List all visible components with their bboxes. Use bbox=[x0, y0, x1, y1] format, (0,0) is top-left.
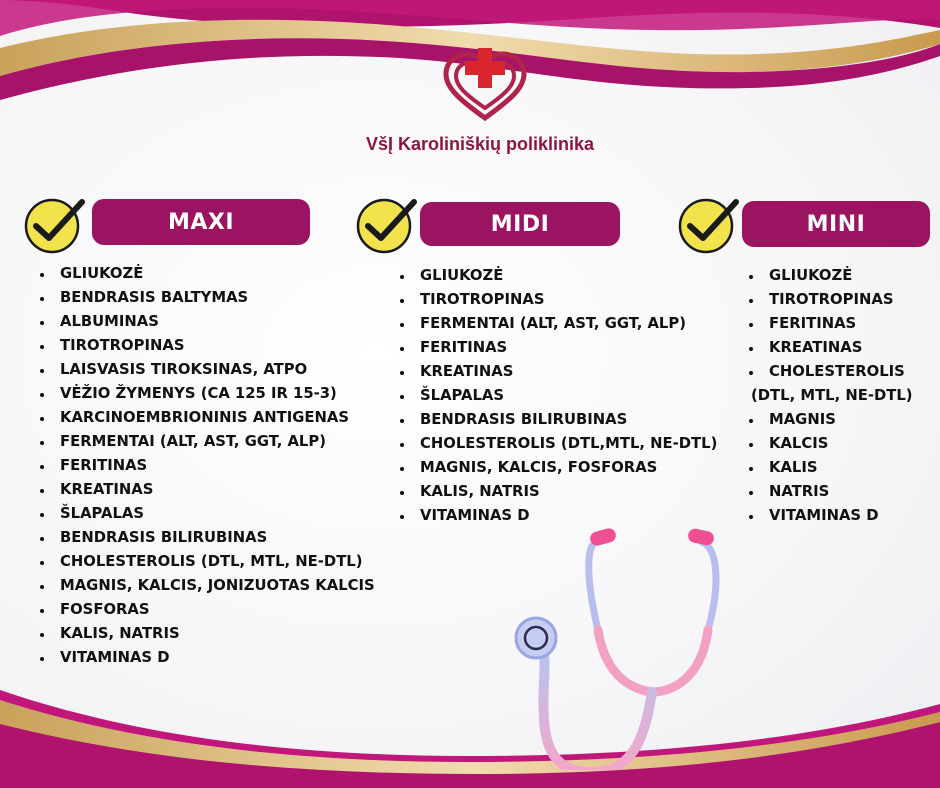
checkmark-circle-icon bbox=[676, 196, 742, 254]
package-list-maxi bbox=[32, 262, 375, 670]
list-item: • FOSFORAS bbox=[54, 598, 375, 622]
checkmark-circle-icon bbox=[354, 196, 420, 254]
list-item: • FERITINAS bbox=[763, 312, 913, 336]
list-item: • NATRIS bbox=[763, 480, 913, 504]
list-item: • TIROTROPINAS bbox=[763, 288, 913, 312]
list-item: • FERMENTAI (ALT, AST, GGT, ALP) bbox=[414, 312, 717, 336]
list-item: • LAISVASIS TIROKSINAS, ATPO bbox=[54, 358, 375, 382]
list-item: • VĖŽIO ŽYMENYS (CA 125 IR 15-3) bbox=[54, 382, 375, 406]
list-item: • ŠLAPALAS bbox=[54, 502, 375, 526]
list-item: • ŠLAPALAS bbox=[414, 384, 717, 408]
list-item: (DTL, MTL, NE-DTL) bbox=[751, 387, 913, 404]
list-item: • KALIS, NATRIS bbox=[54, 622, 375, 646]
checkmark-circle-icon bbox=[22, 196, 88, 254]
list-item: • FERITINAS bbox=[54, 454, 375, 478]
list-item: • KALCIS bbox=[763, 432, 913, 456]
list-item: • VITAMINAS D bbox=[54, 646, 375, 670]
package-list-mini bbox=[741, 264, 913, 528]
list-item: • VITAMINAS D bbox=[414, 504, 717, 528]
list-item: • MAGNIS, KALCIS, FOSFORAS bbox=[414, 456, 717, 480]
list-item: • GLIUKOZĖ bbox=[54, 262, 375, 286]
list-item: • FERMENTAI (ALT, AST, GGT, ALP) bbox=[54, 430, 375, 454]
list-item: • BENDRASIS BILIRUBINAS bbox=[414, 408, 717, 432]
list-item: • KREATINAS bbox=[414, 360, 717, 384]
list-item: • TIROTROPINAS bbox=[54, 334, 375, 358]
list-item: • CHOLESTEROLIS bbox=[763, 360, 913, 384]
list-item: • MAGNIS, KALCIS, JONIZUOTAS KALCIS bbox=[54, 574, 375, 598]
package-title-midi: MIDI bbox=[420, 202, 620, 246]
list-item: • GLIUKOZĖ bbox=[414, 264, 717, 288]
list-item: • TIROTROPINAS bbox=[414, 288, 717, 312]
organization-name: VšĮ Karoliniškių poliklinika bbox=[365, 134, 595, 154]
package-list-midi bbox=[392, 264, 717, 528]
list-item: • BENDRASIS BILIRUBINAS bbox=[54, 526, 375, 550]
heart-with-cross-icon bbox=[440, 48, 530, 122]
list-item: • MAGNIS bbox=[763, 408, 913, 432]
package-title-mini: MINI bbox=[742, 201, 930, 247]
package-title-maxi: MAXI bbox=[92, 199, 310, 245]
list-item: • KALIS bbox=[763, 456, 913, 480]
list-item: • KREATINAS bbox=[54, 478, 375, 502]
list-item: • ALBUMINAS bbox=[54, 310, 375, 334]
list-item: • KALIS, NATRIS bbox=[414, 480, 717, 504]
list-item: • KREATINAS bbox=[763, 336, 913, 360]
list-item: • GLIUKOZĖ bbox=[763, 264, 913, 288]
list-item: • BENDRASIS BALTYMAS bbox=[54, 286, 375, 310]
list-item: • CHOLESTEROLIS (DTL,MTL, NE-DTL) bbox=[414, 432, 717, 456]
list-item: • CHOLESTEROLIS (DTL, MTL, NE-DTL) bbox=[54, 550, 375, 574]
stethoscope-icon bbox=[486, 520, 736, 770]
list-item: • FERITINAS bbox=[414, 336, 717, 360]
list-item: • VITAMINAS D bbox=[763, 504, 913, 528]
list-item: • KARCINOEMBRIONINIS ANTIGENAS bbox=[54, 406, 375, 430]
